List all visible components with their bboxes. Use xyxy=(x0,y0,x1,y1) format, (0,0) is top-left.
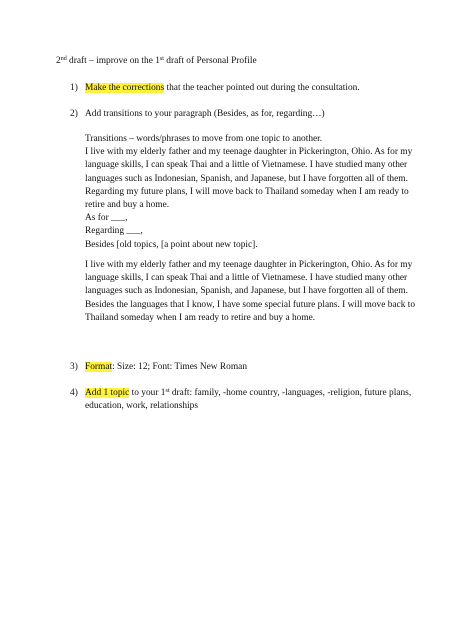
highlighted-text: Make the corrections xyxy=(85,83,165,93)
list-item-4: 4) Add 1 topic to your 1st draft: family, -home country, -languages, -religion, future plans, xyxy=(70,388,412,398)
example-paragraph: I live with my elderly father and my teenage daughter in Pickerington, Ohio. As for my language skills, I can speak Thai and a little of Vietnamese. I have studied many other languages such as Indonesian, Spanish, and Japanese, but I have forgotten all of them. Besides the languages that I know, I have some special future plans. I will move back to Thailand someday when I am ready to retire and buy a home. xyxy=(85,260,416,323)
transitions-paragraph: Transitions – words/phrases to move from one topic to another. I live with my elderly father and my teenage daughter in Pickerington, Ohio. As for my language skills, I can speak Thai and a little of Vietnamese. I have studied many other languages such as Indonesian, Spanish, and Japanese, but I have forgotten all of them. Regarding my future plans, I will move back to Thailand someday when I am ready to retire and buy a home. As for ___, Regarding ___, Besides [old topics, [a point about new topic]. xyxy=(85,134,413,250)
highlighted-text: Add 1 topic xyxy=(85,388,130,398)
list-item-2: 2) Add transitions to your paragraph (Besides, as for, regarding…) xyxy=(70,109,325,119)
list-item-4-continuation: education, work, relationships xyxy=(85,401,198,411)
page-title: 2nd draft – improve on the 1st draft of Personal Profile xyxy=(56,56,257,66)
list-item-1: 1) Make the corrections that the teacher pointed out during the consultation. xyxy=(70,83,360,93)
list-item-3: 3) Format: Size: 12; Font: Times New Roman xyxy=(70,362,248,372)
highlighted-text: Format xyxy=(85,362,113,372)
